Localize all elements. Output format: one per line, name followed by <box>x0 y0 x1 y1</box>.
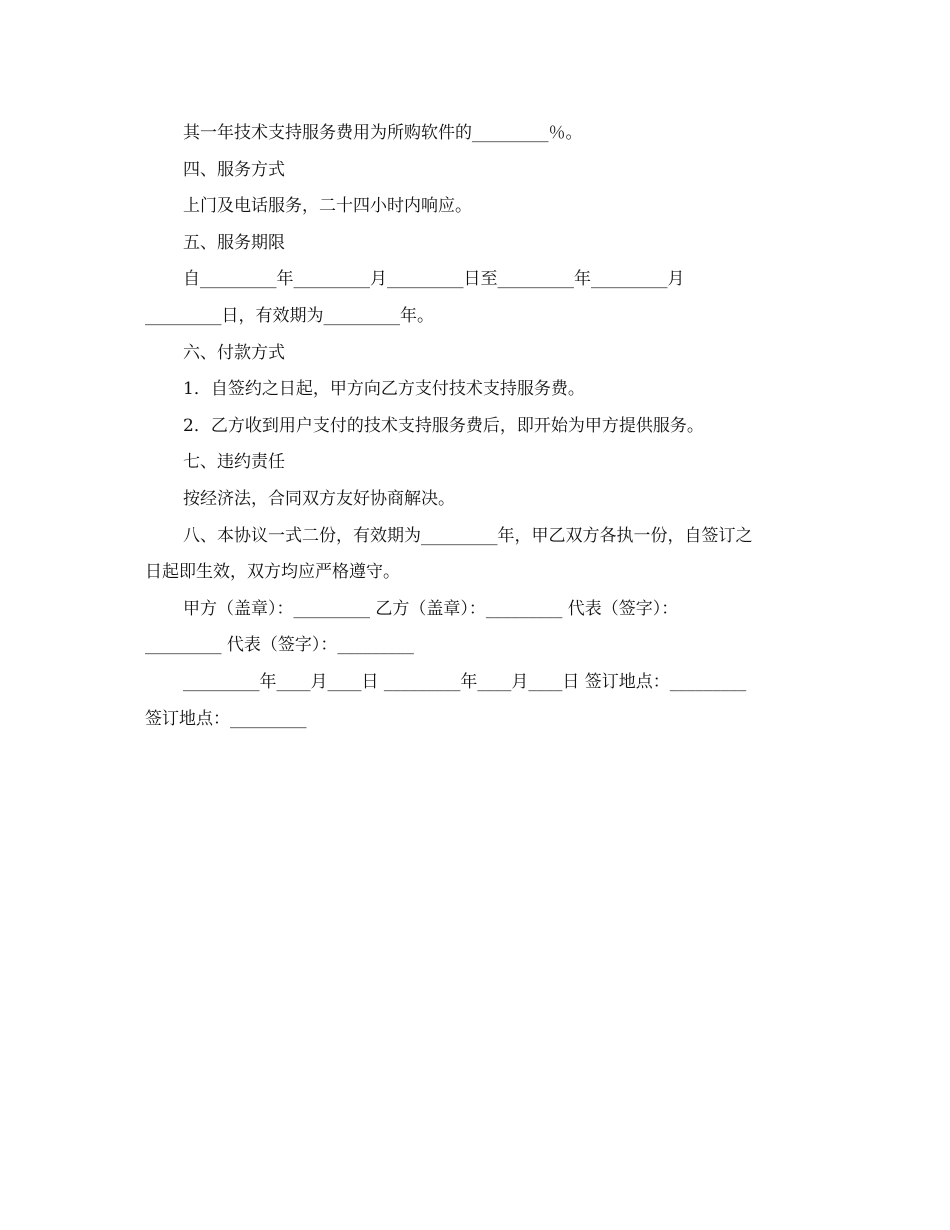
payment-item-1: 1．自签约之日起，甲方向乙方支付技术支持服务费。 <box>183 379 585 400</box>
section-4-heading: 四、服务方式 <box>183 159 285 180</box>
section-8-line-2: 日起即生效，双方均应严格遵守。 <box>145 562 400 583</box>
service-period-line-2: _________日，有效期为_________年。 <box>145 305 434 326</box>
contract-body <box>145 115 810 737</box>
liability-text: 按经济法，合同双方友好协商解决。 <box>183 488 455 509</box>
service-fee-line: 其一年技术支持服务费用为所购软件的_________％。 <box>183 123 583 143</box>
service-method-text: 上门及电话服务，二十四小时内响应。 <box>183 196 472 217</box>
section-7-heading: 七、违约责任 <box>183 452 285 473</box>
payment-item-2: 2．乙方收到用户支付的技术支持服务费后，即开始为甲方提供服务。 <box>183 415 704 436</box>
signature-parties-line-2: _________ 代表（签字）：_________ <box>145 635 414 656</box>
service-period-line-1: 自_________年_________月_________日至_________年_________月 <box>183 269 685 290</box>
section-5-heading: 五、服务期限 <box>183 232 285 253</box>
signing-place-line-2: 签订地点：_________ <box>145 708 307 729</box>
signature-parties-line-1: 甲方（盖章）：_________ 乙方（盖章）：_________ 代表（签字）： <box>183 598 679 619</box>
section-6-heading: 六、付款方式 <box>183 342 285 363</box>
section-8-line-1: 八、本协议一式二份，有效期为_________年，甲乙双方各执一份，自签订之 <box>183 525 753 546</box>
signing-date-place-line-1: _________年____月____日 _________年____月____日 签订地点：_________ <box>183 671 747 692</box>
